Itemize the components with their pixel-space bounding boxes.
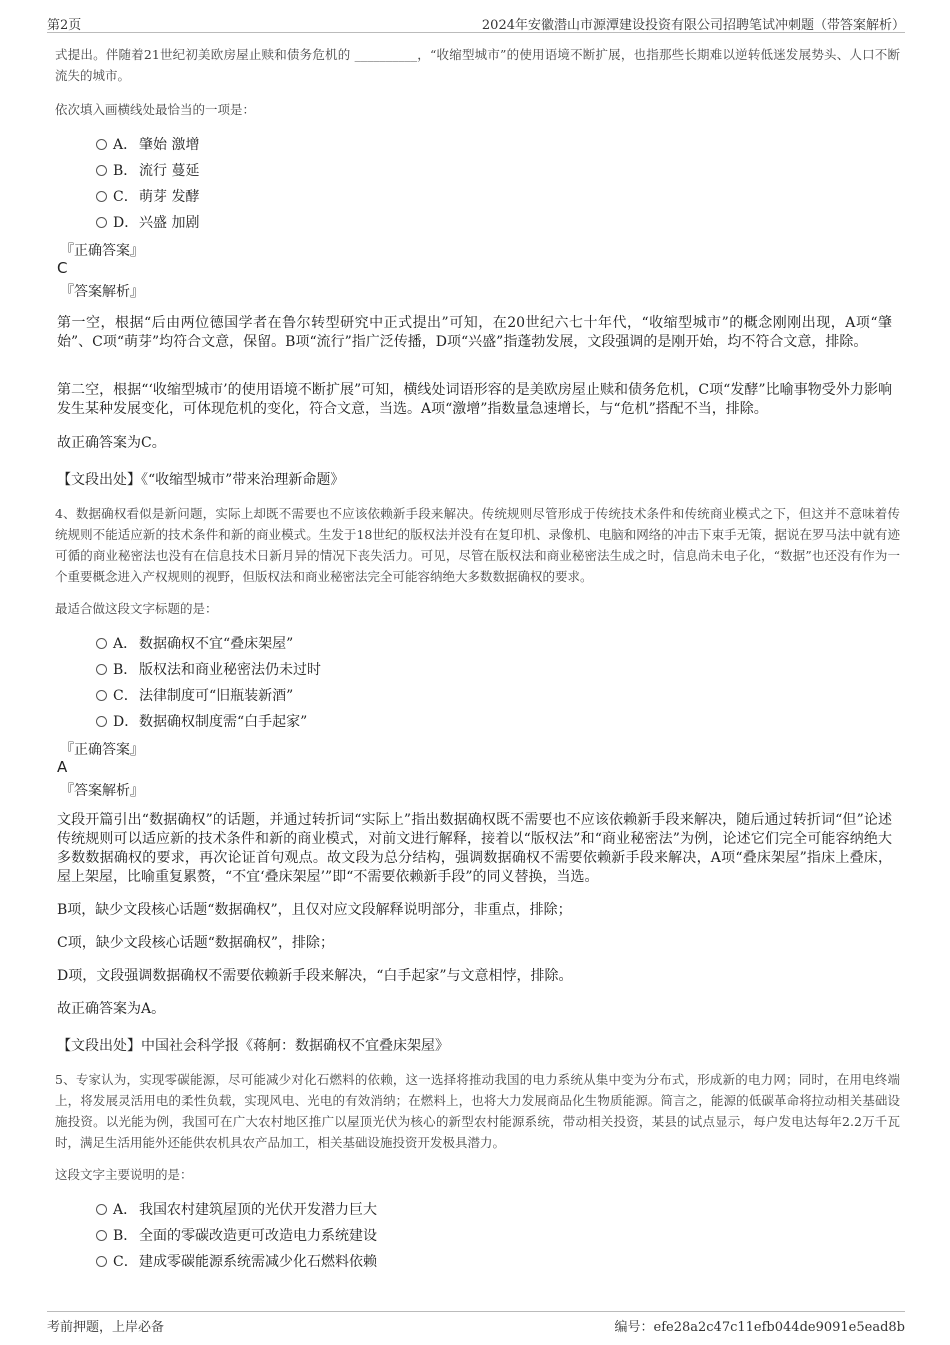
q4-option-b[interactable]: B． 版权法和商业秘密法仍未过时 xyxy=(96,659,321,681)
q5-option-c[interactable]: C．建成零碳能源系统需减少化石燃料依赖 xyxy=(96,1251,377,1273)
q4-analysis-label: 『答案解析』 xyxy=(60,783,144,799)
document-id: 编号：efe28a2c47c11efb044de9091e5ead8b xyxy=(614,1320,905,1335)
footer-slogan: 考前押题，上岸必备 xyxy=(47,1320,165,1335)
radio-icon[interactable] xyxy=(96,165,107,176)
radio-icon[interactable] xyxy=(96,664,107,675)
q3-answer-label: 『正确答案』 xyxy=(60,243,144,259)
q5-option-a[interactable]: A． 我国农村建筑屋顶的光伏开发潜力巨大 xyxy=(96,1199,377,1221)
q4-option-a[interactable]: A． 数据确权不宜“叠床架屋” xyxy=(96,633,293,655)
radio-icon[interactable] xyxy=(96,690,107,701)
radio-icon[interactable] xyxy=(96,191,107,202)
radio-icon[interactable] xyxy=(96,1230,107,1241)
q3-option-a[interactable]: A． 肇始 激增 xyxy=(96,134,199,156)
q3-prompt: 依次填入画横线处最恰当的一项是： xyxy=(55,102,256,117)
q4-analysis-5: 故正确答案为A。 xyxy=(57,1001,166,1017)
radio-icon[interactable] xyxy=(96,638,107,649)
q4-option-c[interactable]: C．法律制度可“旧瓶装新酒” xyxy=(96,685,293,707)
radio-icon[interactable] xyxy=(96,217,107,228)
q4-analysis-3: C项，缺少文段核心话题“数据确权”，排除； xyxy=(57,935,335,951)
q3-source: 【文段出处】《“收缩型城市”带来治理新命题》 xyxy=(57,472,345,488)
q4-answer: A xyxy=(57,758,68,776)
radio-icon[interactable] xyxy=(96,716,107,727)
q3-analysis-2: 第二空，根据“‘收缩型城市’的使用语境不断扩展”可知，横线处词语形容的是美欧房屋止赎和债务危机，C项“发酵”比喻事物受外力影响发生某种发展变化，可体现危机的变化，符合文意，当选。A项“激增”指数量急速增长，与“危机”搭配不当，排除。 xyxy=(57,382,892,417)
q4-analysis-2: B项，缺少文段核心话题“数据确权”，且仅对应文段解释说明部分，非重点，排除； xyxy=(57,902,572,918)
q4-answer-label: 『正确答案』 xyxy=(60,742,144,758)
document-title: 2024年安徽潜山市源潭建设投资有限公司招聘笔试冲刺题（带答案解析） xyxy=(481,18,905,33)
q3-passage-end: 式提出。伴随着21世纪初美欧房屋止赎和债务危机的 __________，“收缩型城市”的使用语境不断扩展，也指那些长期难以逆转低迷发展势头、人口不断流失的城市。 xyxy=(55,47,900,83)
page-header xyxy=(47,10,905,33)
q4-prompt: 最适合做这段文字标题的是： xyxy=(55,601,218,616)
q3-answer: C xyxy=(57,259,68,277)
page-number: 第2页 xyxy=(47,18,82,33)
q3-option-b[interactable]: B． 流行 蔓延 xyxy=(96,160,199,182)
q3-analysis-label: 『答案解析』 xyxy=(60,284,144,300)
q4-option-d[interactable]: D．数据确权制度需“白手起家” xyxy=(96,711,307,733)
q4-passage: 4、数据确权看似是新问题，实际上却既不需要也不应该依赖新手段来解决。传统规则尽管形成于传统技术条件和传统商业模式之下，但这并不意味着传统规则不能适应新的技术条件和新的商业模式。生发于18世纪的版权法并没有在复印机、录像机、电脑和网络的冲击下束手无策，据说在罗马法中就有迹可循的商业秘密法也没有在信息技术日新月异的情况下丧失活力。可见，尽管在版权法和商业秘密法生成之时，信息尚未电子化，“数据”也还没有作为一个重要概念进入产权规则的视野，但版权法和商业秘密法完全可能容纳绝大多数数据确权的要求。 xyxy=(55,506,900,584)
q5-passage: 5、专家认为，实现零碳能源，尽可能减少对化石燃料的依赖，这一选择将推动我国的电力系统从集中变为分布式，形成新的电力网；同时，在用电终端上，将发展灵活用电的柔性负载，实现风电、光电的有效消纳；在燃料上，也将大力发展商品化生物质能源。简言之，能源的低碳革命将拉动相关基础设施投资。以光能为例，我国可在广大农村地区推广以屋顶光伏为核心的新型农村能源系统，带动相关投资，某县的试点显示，每户发电达每年2.2万千瓦时，满足生活用能外还能供农机具农产品加工，相关基础设施投资开发极具潜力。 xyxy=(55,1072,900,1150)
q3-analysis-3: 故正确答案为C。 xyxy=(57,435,166,451)
radio-icon[interactable] xyxy=(96,1204,107,1215)
q5-option-b[interactable]: B． 全面的零碳改造更可改造电力系统建设 xyxy=(96,1225,377,1247)
q3-option-c[interactable]: C．萌芽 发酵 xyxy=(96,186,199,208)
q5-prompt: 这段文字主要说明的是： xyxy=(55,1167,193,1182)
radio-icon[interactable] xyxy=(96,139,107,150)
q3-analysis-1: 第一空，根据“后由两位德国学者在鲁尔转型研究中正式提出”可知，在20世纪六七十年代，“收缩型城市”的概念刚刚出现，A项“肇始”、C项“萌芽”均符合文意，保留。B项“流行”指广泛传播，D项“兴盛”指蓬勃发展，文段强调的是刚开始，均不符合文意，排除。 xyxy=(57,315,892,350)
page-footer xyxy=(47,1311,905,1336)
radio-icon[interactable] xyxy=(96,1256,107,1267)
q4-analysis-4: D项，文段强调数据确权不需要依赖新手段来解决，“白手起家”与文意相悖，排除。 xyxy=(57,968,573,984)
q3-option-d[interactable]: D．兴盛 加剧 xyxy=(96,212,199,234)
q4-source: 【文段出处】中国社会科学报《蒋舸：数据确权不宜叠床架屋》 xyxy=(57,1038,449,1054)
q4-analysis-1: 文段开篇引出“数据确权”的话题，并通过转折词“实际上”指出数据确权既不需要也不应该依赖新手段来解决，随后通过转折词“但”论述传统规则可以适应新的技术条件和新的商业模式，对前文进行解释，接着以“版权法”和“商业秘密法”为例，论述它们完全可能容纳绝大多数数据确权的要求，再次论证首句观点。故文段为总分结构，强调数据确权不需要依赖新手段来解决，A项“叠床架屋”指床上叠床，屋上架屋，比喻重复累赘，“不宜‘叠床架屋’”即“不需要依赖新手段”的同义替换，当选。 xyxy=(57,812,892,885)
